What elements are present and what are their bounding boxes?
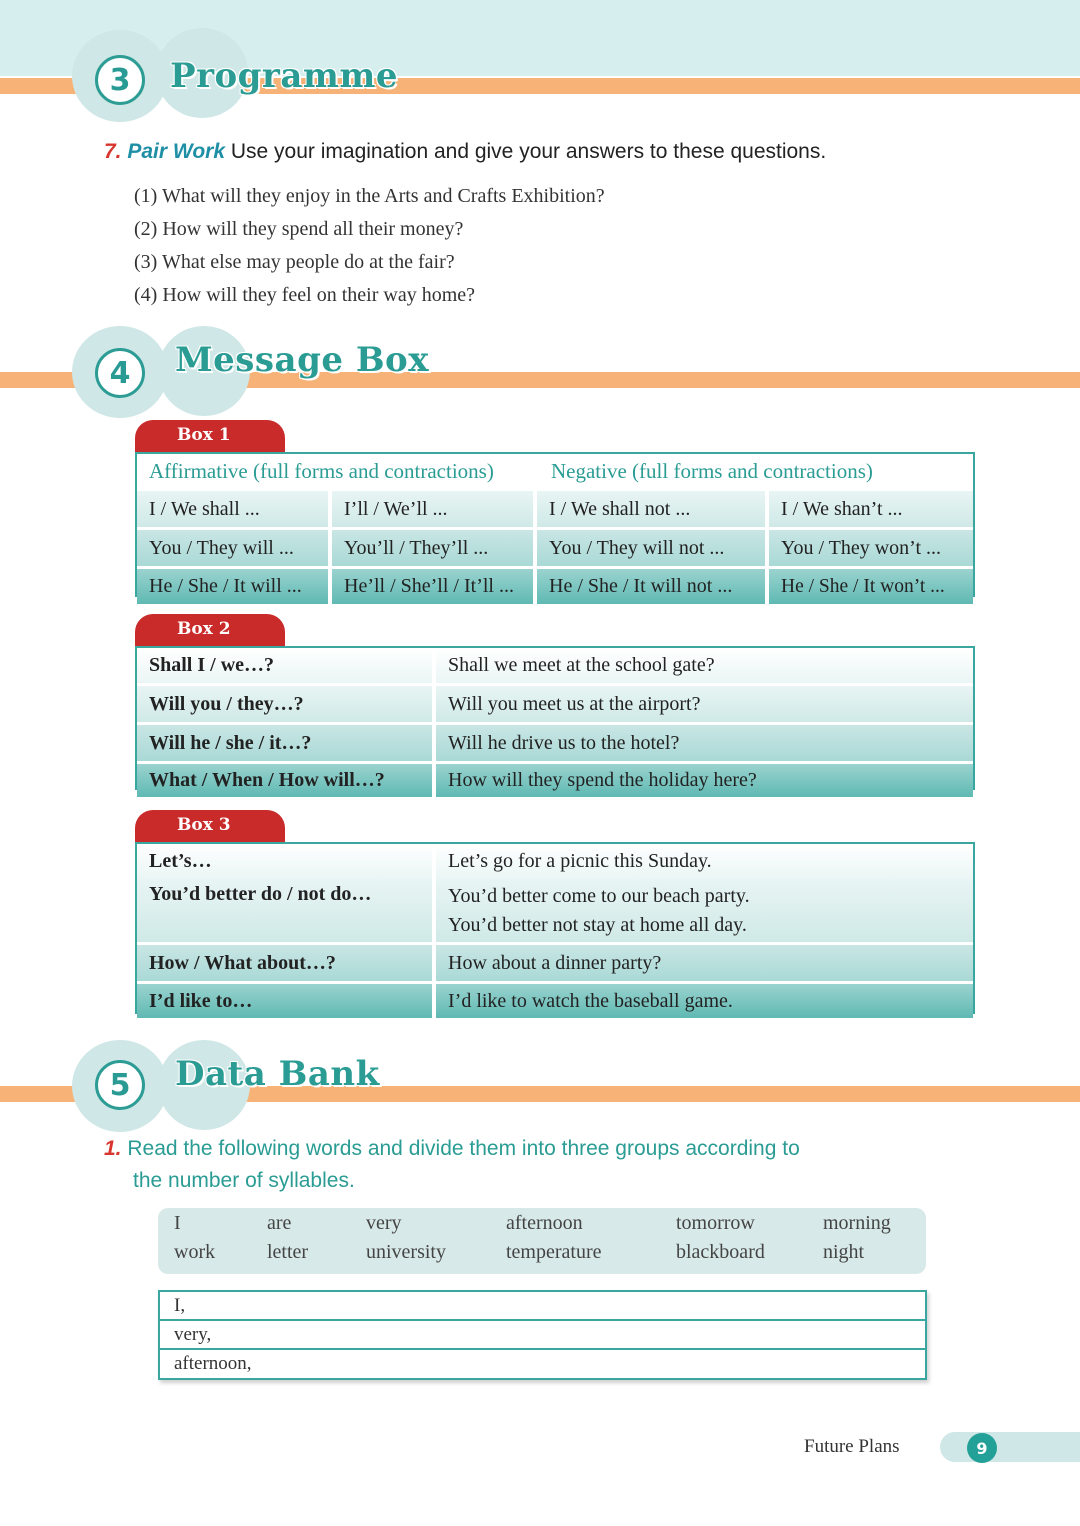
table-row [137, 879, 973, 945]
word: tomorrow [676, 1212, 755, 1234]
table-cell: I / We shall not ... [537, 491, 769, 527]
affirmative-header: Affirmative (full forms and contractions) [149, 458, 494, 483]
table-cell: I’d like to… [137, 984, 436, 1018]
group-row-1[interactable]: I, [160, 1292, 925, 1321]
word: letter [267, 1241, 309, 1263]
table-cell: Will you / they…? [137, 686, 436, 722]
table-cell: Let’s go for a picnic this Sunday. [448, 850, 712, 872]
word: morning [823, 1212, 891, 1234]
table-cell: Let’s… [137, 844, 436, 879]
table-cell: How about a dinner party? [448, 951, 662, 974]
example-line: You’d better not stay at home all day. [448, 913, 747, 936]
table-cell: You / They won’t ... [781, 536, 942, 559]
table-cell: You / They will not ... [537, 530, 769, 566]
word: I [174, 1212, 181, 1234]
table-cell: He’ll / She’ll / It’ll ... [332, 569, 537, 604]
table-cell: Will you meet us at the airport? [448, 692, 701, 715]
box-2-tab: Box 2 [135, 614, 285, 648]
table-row [137, 569, 973, 604]
word: are [267, 1212, 292, 1234]
word: work [174, 1241, 216, 1263]
table-cell: I / We shall ... [137, 491, 332, 527]
table-cell: How will they spend the holiday here? [448, 769, 757, 791]
programme-task [104, 140, 826, 164]
box-1-tab: Box 1 [135, 420, 285, 454]
table-row [137, 945, 973, 984]
footer-band [940, 1432, 1080, 1462]
question-item: (4) How will they feel on their way home? [134, 284, 476, 306]
footer-title: Future Plans [804, 1436, 900, 1457]
question-item: (2) How will they spend all their money? [134, 218, 464, 240]
group-row-3[interactable]: afternoon, [174, 1353, 252, 1374]
word: temperature [506, 1241, 602, 1263]
section-5-title: Data Bank [175, 1054, 380, 1094]
section-3-title: Programme [170, 56, 398, 96]
box-1-header-row [137, 454, 973, 491]
box-1-table [135, 452, 975, 597]
table-cell [436, 879, 973, 942]
question-item: (1) What will they enjoy in the Arts and Crafts Exhibition? [134, 185, 605, 207]
table-row [137, 984, 973, 1018]
task-instruction: Read the following words and divide them into three groups according to [127, 1137, 800, 1160]
table-row [137, 491, 973, 530]
question-list [134, 180, 605, 312]
word: very [366, 1212, 402, 1234]
table-cell: He / She / It won’t ... [781, 575, 945, 597]
table-row [137, 725, 973, 764]
table-cell: I’d like to watch the baseball game. [448, 989, 733, 1012]
negative-header: Negative (full forms and contractions) [551, 458, 873, 483]
table-row [137, 686, 973, 725]
table-cell: I / We shan’t ... [781, 497, 903, 520]
table-cell: What / When / How will…? [137, 764, 436, 797]
table-cell: Shall we meet at the school gate? [448, 654, 715, 676]
example-line: You’d better come to our beach party. [448, 884, 750, 907]
box-2-table [135, 646, 975, 790]
task-label: Pair Work [127, 140, 226, 163]
table-row [137, 764, 973, 797]
page-number: 9 [967, 1433, 997, 1463]
task-number: 7. [104, 140, 122, 163]
syllable-groups [158, 1290, 927, 1380]
table-cell: How / What about…? [137, 945, 436, 981]
group-row-2[interactable]: very, [160, 1321, 925, 1350]
section-3-number: 3 [95, 55, 145, 105]
table-cell: Will he / she / it…? [137, 725, 436, 761]
word: afternoon [506, 1212, 583, 1234]
section-5-number: 5 [95, 1060, 145, 1110]
task-instruction: Use your imagination and give your answers to these questions. [230, 140, 827, 163]
section-4-number: 4 [95, 348, 145, 398]
databank-task [104, 1137, 800, 1161]
databank-task-line2: the number of syllables. [133, 1169, 355, 1192]
section-4-title: Message Box [175, 340, 430, 380]
table-row [137, 844, 973, 879]
box-3-tab: Box 3 [135, 810, 285, 844]
word: blackboard [676, 1241, 765, 1263]
question-item: (3) What else may people do at the fair? [134, 251, 455, 273]
table-cell: Shall I / we…? [137, 648, 436, 683]
table-cell: He / She / It will ... [137, 569, 332, 604]
word-bank [158, 1208, 926, 1274]
table-cell: He / She / It will not ... [537, 569, 769, 604]
table-cell: I’ll / We’ll ... [332, 491, 537, 527]
word: university [366, 1241, 446, 1263]
box-3-table [135, 842, 975, 1014]
table-cell: You’ll / They’ll ... [332, 530, 537, 566]
table-cell: Will he drive us to the hotel? [448, 731, 680, 754]
word: night [823, 1241, 865, 1263]
table-row [137, 648, 973, 686]
table-cell: You’d better do / not do… [137, 879, 436, 942]
table-row [137, 530, 973, 569]
task-number: 1. [104, 1137, 122, 1160]
table-cell: You / They will ... [137, 530, 332, 566]
